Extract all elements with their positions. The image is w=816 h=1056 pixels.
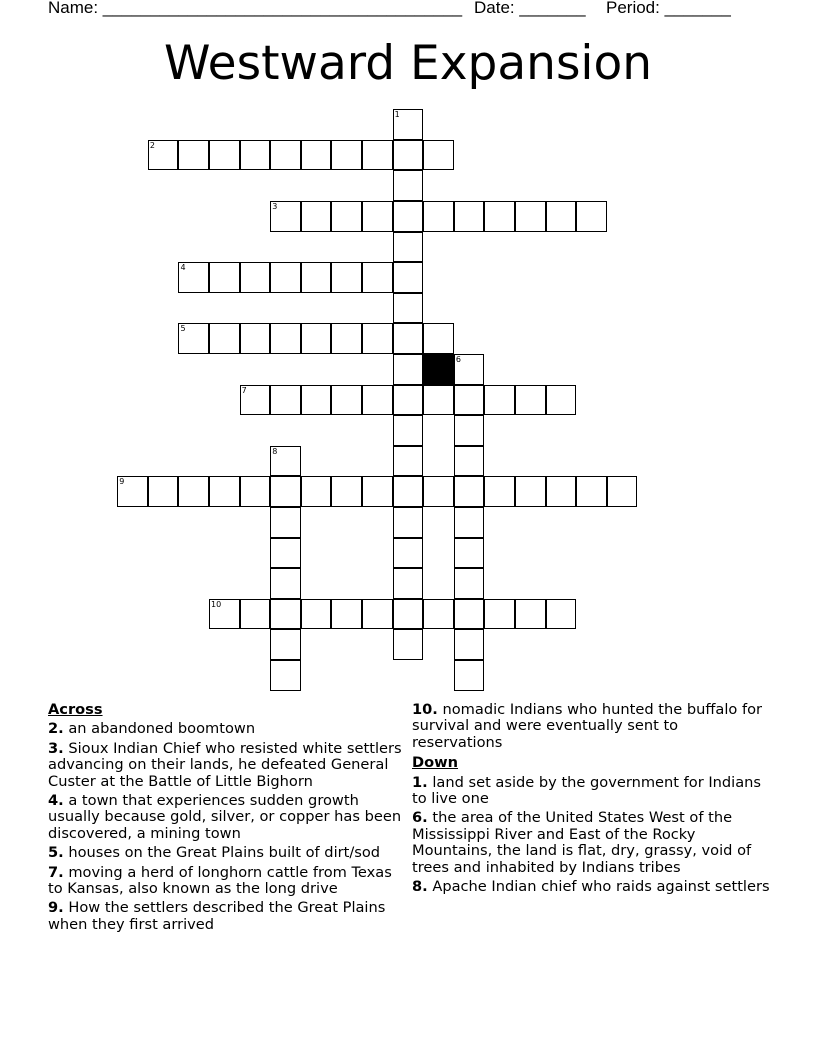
crossword-cell[interactable] [576,201,607,232]
crossword-cell[interactable] [454,476,485,507]
crossword-cell[interactable] [362,262,393,293]
crossword-cell[interactable] [209,599,240,630]
crossword-cell[interactable] [393,446,424,477]
crossword-cell[interactable] [515,201,546,232]
crossword-cell[interactable] [148,140,179,171]
cell-number: 8 [272,446,278,456]
crossword-cell[interactable] [331,140,362,171]
crossword-cell[interactable] [515,599,546,630]
clue-text: Sioux Indian Chief who resisted white settlers advancing on their lands, he defeated General Custer at the Battle of Little Bighorn [48,739,402,790]
clue-number: 2. [48,720,64,738]
crossword-cell[interactable] [393,140,424,171]
clue-across-7 [48,865,408,898]
cell-number: 7 [241,385,247,395]
crossword-cell[interactable] [240,323,271,354]
clue-text: an abandoned boomtown [68,720,256,738]
crossword-cell[interactable] [331,385,362,416]
clue-text: land set aside by the government for Indians to live one [412,773,762,808]
clue-down-1 [412,775,772,808]
crossword-cell[interactable] [270,538,301,569]
crossword-cell[interactable] [270,476,301,507]
clue-text: a town that experiences sudden growth usually because gold, silver, or copper has been discovered, a mining town [48,792,402,842]
crossword-cell[interactable] [393,568,424,599]
clue-text: How the settlers described the Great Plains when they first arrived [48,899,386,933]
clues-right-column [412,702,772,895]
crossword-cell[interactable] [484,385,515,416]
crossword-cell[interactable] [546,201,577,232]
crossword-cell[interactable] [546,599,577,630]
crossword-cell[interactable] [546,385,577,416]
crossword-cell[interactable] [301,140,332,171]
crossword-cell[interactable] [209,262,240,293]
crossword-cell[interactable] [178,323,209,354]
crossword-cell[interactable] [209,476,240,507]
clue-across-10 [412,702,772,751]
across-heading: Across [48,701,103,718]
crossword-cell[interactable] [393,354,424,385]
crossword-cell[interactable] [454,507,485,538]
crossword-cell[interactable] [240,262,271,293]
crossword-cell[interactable] [393,629,424,660]
crossword-cell[interactable] [607,476,638,507]
clue-number: 8. [412,878,428,896]
crossword-cell[interactable] [576,476,607,507]
clue-across-3 [48,741,408,790]
crossword-cell[interactable] [393,232,424,263]
date-field[interactable]: Date: _______ [474,0,586,17]
cell-number: 9 [119,477,125,487]
crossword-cell[interactable] [423,201,454,232]
crossword-cell[interactable] [484,201,515,232]
crossword-cell[interactable] [178,476,209,507]
crossword-cell[interactable] [423,140,454,171]
crossword-cell[interactable] [393,323,424,354]
crossword-cell[interactable] [484,599,515,630]
clue-down-8 [412,879,772,895]
crossword-cell[interactable] [301,323,332,354]
down-heading: Down [412,754,459,772]
crossword-cell[interactable] [393,385,424,416]
crossword-cell[interactable] [393,293,424,324]
crossword-cell[interactable] [270,446,301,477]
cell-number: 3 [272,202,278,212]
crossword-cell[interactable] [301,599,332,630]
crossword-cell[interactable] [270,629,301,660]
crossword-cell[interactable] [454,599,485,630]
crossword-cell[interactable] [423,476,454,507]
clue-across-9 [48,900,408,933]
crossword-cell[interactable] [362,385,393,416]
clue-number: 7. [48,863,64,881]
crossword-cell[interactable] [362,201,393,232]
crossword-cell[interactable] [484,476,515,507]
crossword-cell[interactable] [270,140,301,171]
crossword-cell[interactable] [393,476,424,507]
cell-number: 4 [180,263,186,273]
crossword-cell[interactable] [301,476,332,507]
crossword-cell[interactable] [240,385,271,416]
crossword-cell[interactable] [393,507,424,538]
crossword-cell[interactable] [301,385,332,416]
clue-number: 5. [48,844,64,862]
cell-number: 5 [180,324,186,334]
crossword-cell[interactable] [454,415,485,446]
cell-number: 2 [149,140,155,150]
clue-number: 9. [48,899,64,917]
clues-left-column [48,702,408,933]
crossword-cell[interactable] [178,262,209,293]
crossword-cell[interactable] [393,170,424,201]
crossword-cell[interactable] [393,109,424,140]
black-cell [423,354,454,385]
crossword-cell[interactable] [362,140,393,171]
crossword-cell[interactable] [270,568,301,599]
clue-number: 3. [48,739,64,757]
crossword-cell[interactable] [209,323,240,354]
crossword-cell[interactable] [270,507,301,538]
crossword-cell[interactable] [423,599,454,630]
clue-across-2 [48,721,408,737]
crossword-cell[interactable] [454,568,485,599]
clue-number: 10. [412,701,438,718]
crossword-cell[interactable] [393,538,424,569]
crossword-cell[interactable] [331,262,362,293]
clue-text: moving a herd of longhorn cattle from Texas to Kansas, also known as the long drive [48,863,392,898]
clue-across-5 [48,845,408,861]
crossword-cell[interactable] [362,599,393,630]
clue-down-6 [412,810,772,876]
crossword-cell[interactable] [270,599,301,630]
crossword-cell[interactable] [454,354,485,385]
crossword-cell[interactable] [331,476,362,507]
crossword-cell[interactable] [178,140,209,171]
crossword-cell[interactable] [270,660,301,691]
crossword-cell[interactable] [515,476,546,507]
crossword-cell[interactable] [270,323,301,354]
crossword-cell[interactable] [362,323,393,354]
crossword-cell[interactable] [423,385,454,416]
crossword-cell[interactable] [331,599,362,630]
crossword-cell[interactable] [454,660,485,691]
clue-text: nomadic Indians who hunted the buffalo for survival and were eventually sent to reservations [412,701,763,751]
crossword-cell[interactable] [117,476,148,507]
clue-text: Apache Indian chief who raids against settlers [432,878,770,896]
crossword-cell[interactable] [270,201,301,232]
crossword-cell[interactable] [515,385,546,416]
clue-number: 1. [412,773,428,791]
period-field[interactable]: Period: _______ [606,0,731,17]
crossword-cell[interactable] [454,629,485,660]
crossword-cell[interactable] [393,599,424,630]
crossword-cell[interactable] [240,599,271,630]
crossword-cell[interactable] [301,262,332,293]
crossword-cell[interactable] [454,538,485,569]
clue-number: 4. [48,792,64,810]
clue-number: 6. [412,809,428,827]
crossword-cell[interactable] [240,140,271,171]
crossword-cell[interactable] [240,476,271,507]
crossword-cell[interactable] [454,385,485,416]
clue-across-4 [48,793,408,842]
crossword-cell[interactable] [209,140,240,171]
crossword-cell[interactable] [301,201,332,232]
crossword-cell[interactable] [393,415,424,446]
name-field[interactable]: Name: ______________________________________ [48,0,463,17]
clue-text: the area of the United States West of the Mississippi River and East of the Rocky Mountains, the land is flat, dry, grassy, void of trees and inhabited by Indians tribes [412,809,752,876]
crossword-cell[interactable] [454,201,485,232]
cell-number: 1 [394,110,400,120]
crossword-cell[interactable] [393,262,424,293]
crossword-cell[interactable] [362,476,393,507]
crossword-cell[interactable] [546,476,577,507]
crossword-cell[interactable] [270,385,301,416]
cell-number: 10 [211,599,222,609]
cell-number: 6 [455,355,461,365]
crossword-cell[interactable] [148,476,179,507]
clue-text: houses on the Great Plains built of dirt/sod [68,844,381,862]
crossword-cell[interactable] [270,262,301,293]
crossword-cell[interactable] [454,446,485,477]
crossword-cell[interactable] [393,201,424,232]
crossword-cell[interactable] [331,323,362,354]
crossword-cell[interactable] [331,201,362,232]
page-title: Westward Expansion [163,36,653,91]
crossword-cell[interactable] [423,323,454,354]
